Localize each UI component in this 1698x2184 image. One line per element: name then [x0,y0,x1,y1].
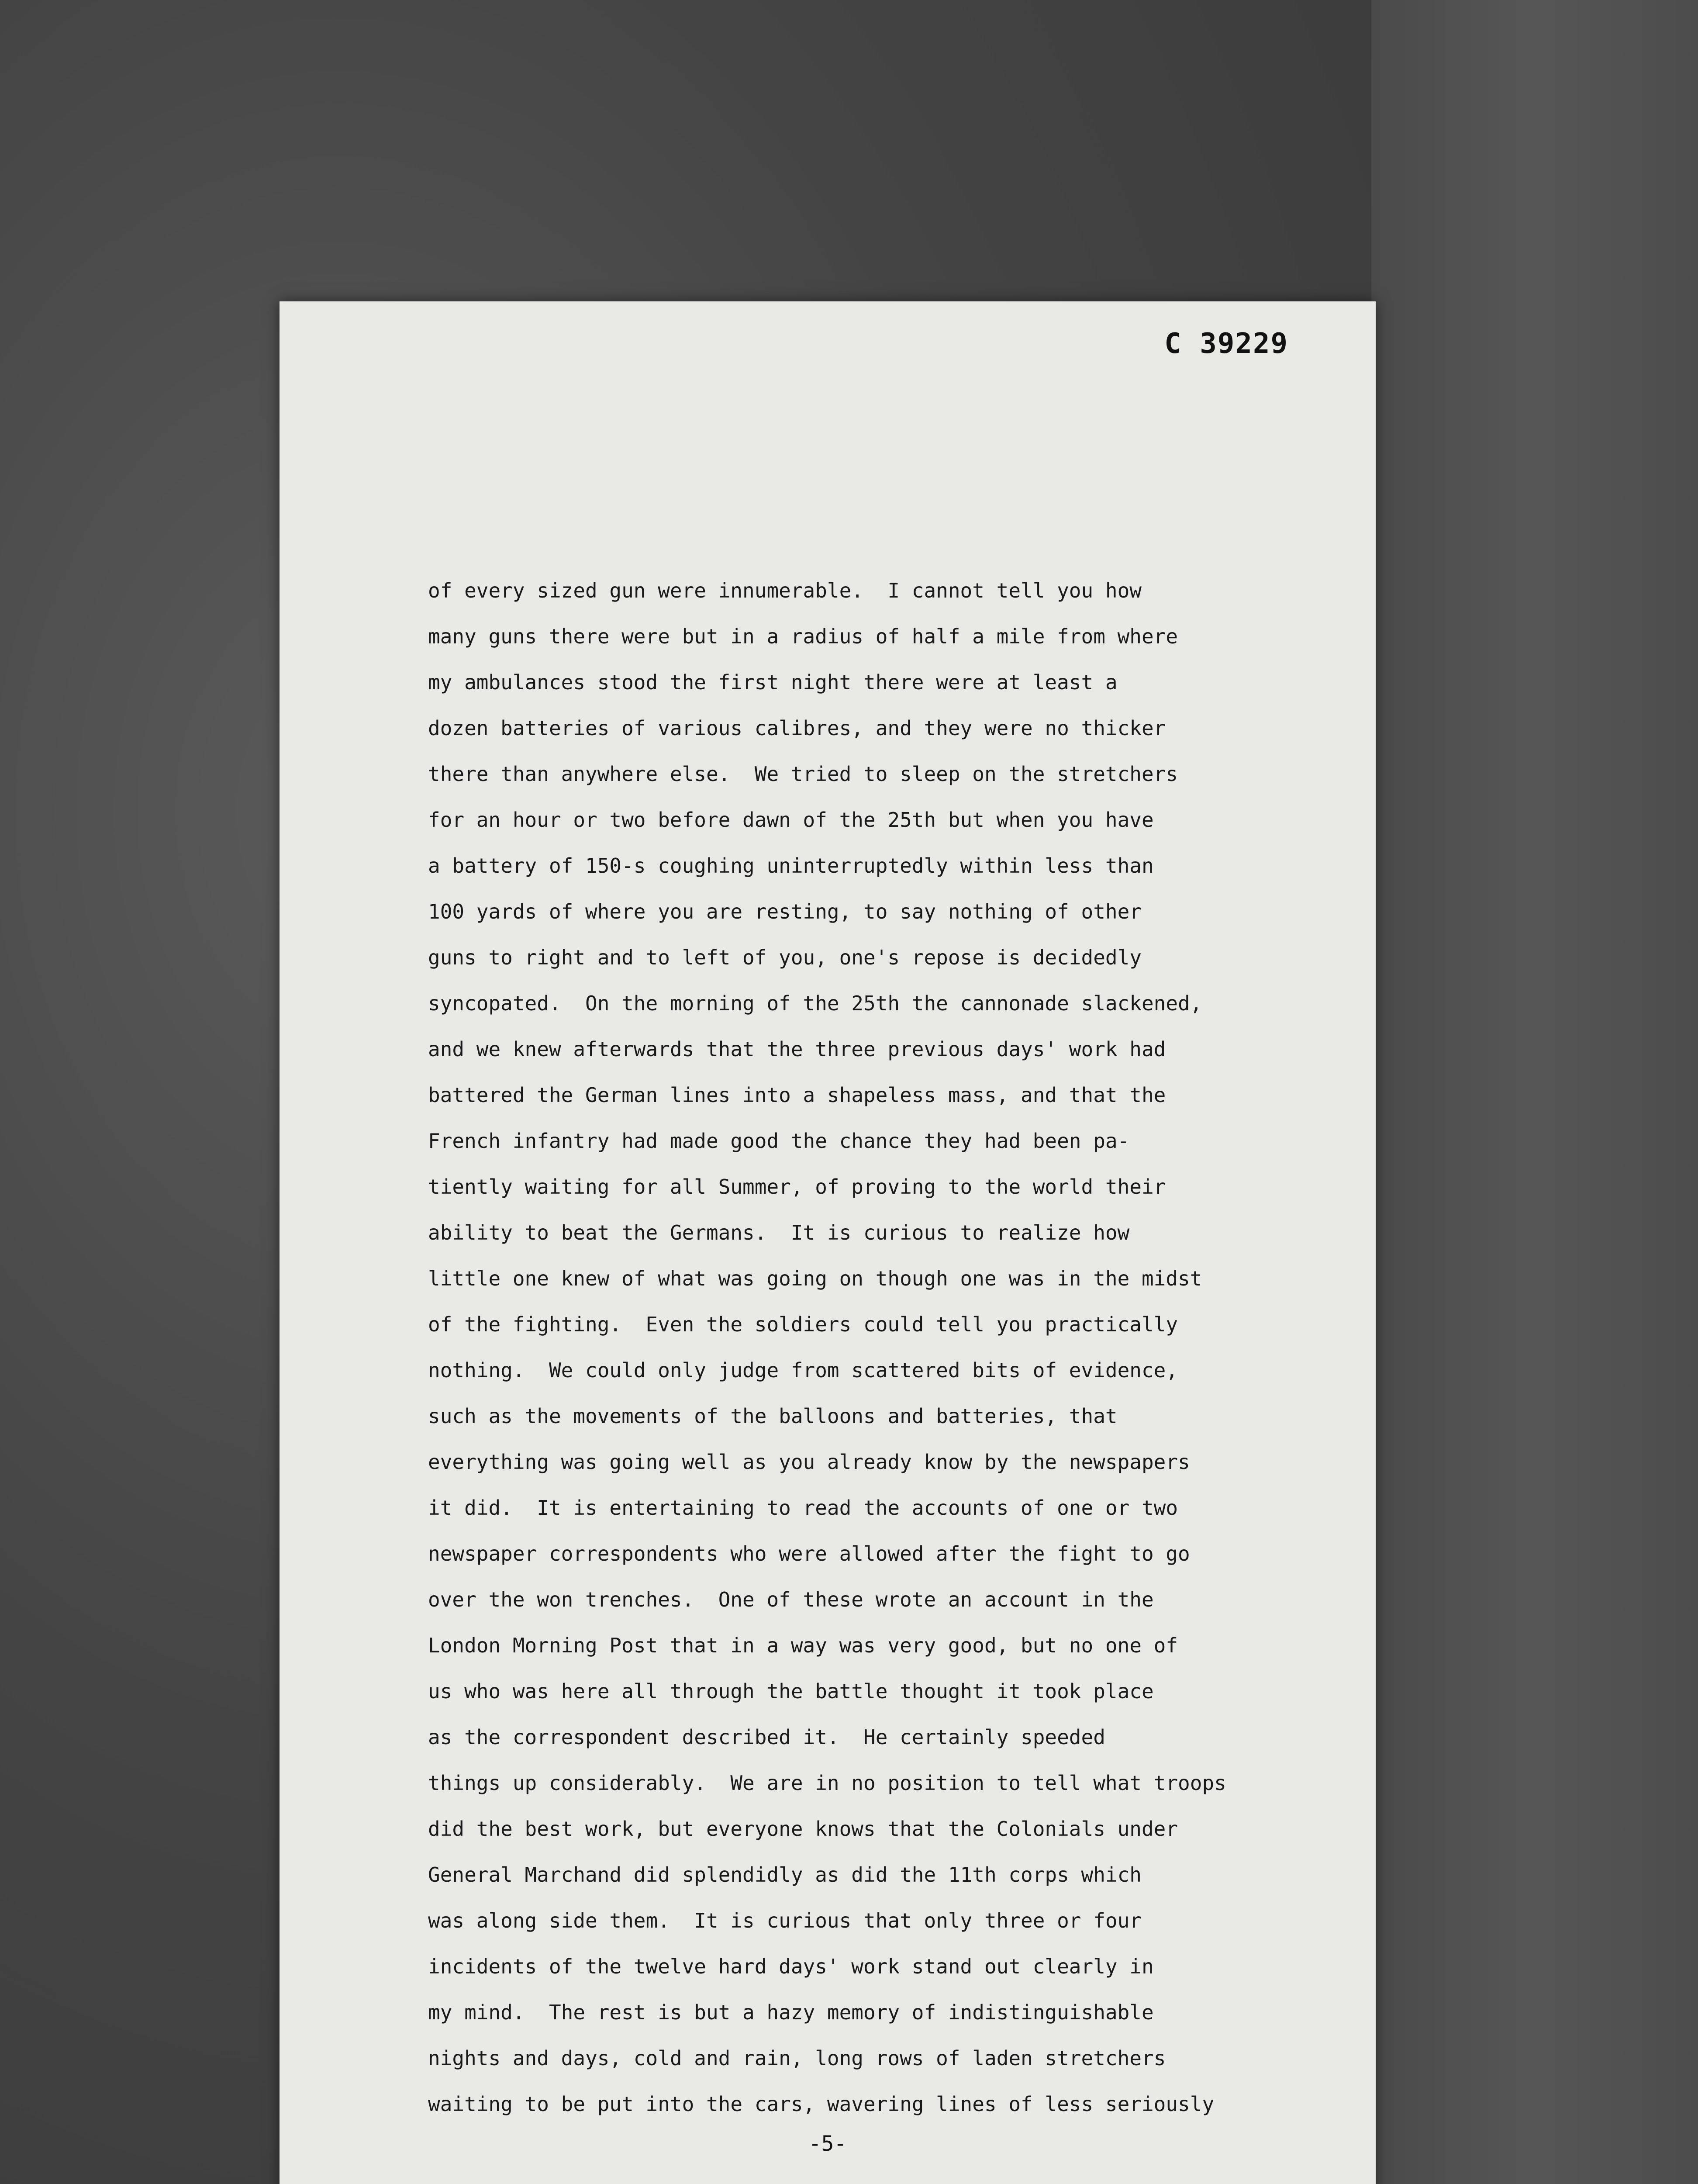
photo-backdrop-right [1371,0,1698,2184]
text-line: nothing. We could only judge from scattered bits of evidence, [428,1358,1178,1382]
text-line: newspaper correspondents who were allowed after the fight to go [428,1542,1190,1565]
reference-number: C 39229 [1164,328,1288,360]
text-line: my ambulances stood the first night there were at least a [428,670,1118,694]
letter-page [280,301,1376,2184]
text-line: tiently waiting for all Summer, of proving to the world their [428,1175,1166,1199]
text-line: French infantry had made good the chance they had been pa- [428,1129,1130,1153]
text-line: over the won trenches. One of these wrote an account in the [428,1588,1154,1611]
text-line: waiting to be put into the cars, wavering lines of less seriously [428,2092,1215,2116]
text-line: nights and days, cold and rain, long rows of laden stretchers [428,2046,1166,2070]
text-line: London Morning Post that in a way was very good, but no one of [428,1634,1178,1657]
text-line: as the correspondent described it. He certainly speeded [428,1725,1105,1749]
text-line: ability to beat the Germans. It is curious to realize how [428,1221,1130,1244]
text-line: my mind. The rest is but a hazy memory of indistinguishable [428,2001,1154,2024]
text-line: it did. It is entertaining to read the accounts of one or two [428,1496,1178,1520]
letter-body-text [428,568,1301,2127]
text-line: dozen batteries of various calibres, and they were no thicker [428,716,1166,740]
text-line: 100 yards of where you are resting, to say nothing of other [428,900,1142,923]
text-line: guns to right and to left of you, one's repose is decidedly [428,946,1142,969]
text-line: battered the German lines into a shapeless mass, and that the [428,1083,1166,1107]
text-line: things up considerably. We are in no position to tell what troops [428,1771,1226,1795]
text-line: us who was here all through the battle thought it took place [428,1679,1154,1703]
page-number: -5- [808,2132,847,2156]
text-line: did the best work, but everyone knows that the Colonials under [428,1817,1178,1841]
text-line: of the fighting. Even the soldiers could tell you practically [428,1313,1178,1336]
text-line: there than anywhere else. We tried to sleep on the stretchers [428,762,1178,786]
text-line: such as the movements of the balloons and batteries, that [428,1404,1118,1428]
text-line: many guns there were but in a radius of half a mile from where [428,625,1178,648]
text-line: syncopated. On the morning of the 25th the cannonade slackened, [428,992,1202,1015]
text-line: incidents of the twelve hard days' work stand out clearly in [428,1955,1154,1978]
text-line: of every sized gun were innumerable. I cannot tell you how [428,579,1142,602]
text-line: was along side them. It is curious that only three or four [428,1909,1142,1932]
text-line: little one knew of what was going on though one was in the midst [428,1267,1202,1290]
text-line: a battery of 150-s coughing uninterruptedly within less than [428,854,1154,878]
text-line: General Marchand did splendidly as did the 11th corps which [428,1863,1142,1887]
text-line: everything was going well as you already know by the newspapers [428,1450,1190,1474]
text-line: for an hour or two before dawn of the 25th but when you have [428,808,1154,832]
text-line: and we knew afterwards that the three previous days' work had [428,1037,1166,1061]
